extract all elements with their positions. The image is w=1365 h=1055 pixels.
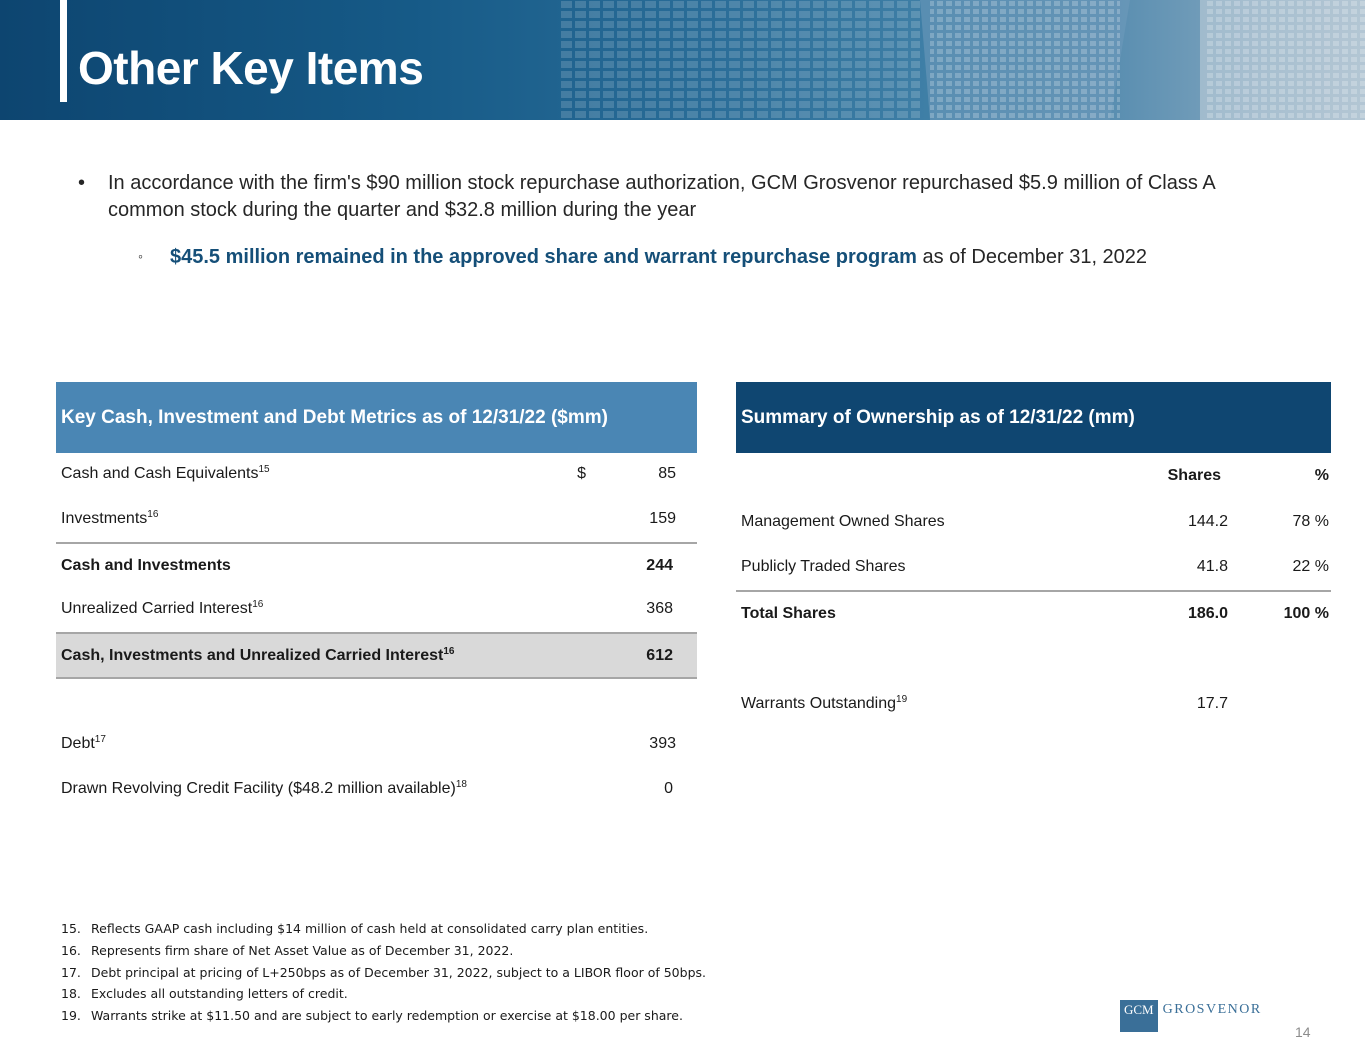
shares-column-header: Shares — [1167, 467, 1221, 484]
row-label: Debt — [61, 735, 95, 752]
row-footnote-ref: 16 — [252, 599, 264, 610]
row-value: 244 — [646, 557, 673, 574]
row-label: Investments — [61, 510, 148, 527]
footnote: 15. Reflects GAAP cash including $14 million of cash held at consolidated carry plan entities. — [61, 921, 649, 936]
bullet-dot: • — [78, 172, 86, 194]
row-footnote-ref: 16 — [147, 509, 159, 520]
sub-bullet-highlight: $45.5 million remained in the approved share and warrant repurchase program — [170, 246, 917, 268]
left-table-title: Key Cash, Investment and Debt Metrics as of 12/31/22 ($mm) — [61, 406, 608, 428]
table-row — [736, 682, 1331, 727]
row-label: Total Shares — [741, 605, 836, 622]
row-label: Warrants Outstanding — [741, 695, 897, 712]
row-percent: 100 % — [1283, 605, 1329, 622]
row-value: 85 — [658, 465, 676, 482]
row-label: Management Owned Shares — [741, 513, 945, 530]
row-value: 159 — [649, 510, 676, 527]
row-label: Cash, Investments and Unrealized Carried Interest — [61, 647, 444, 664]
table-row — [56, 767, 697, 812]
right-table-header — [736, 382, 1331, 453]
page-number: 14 — [1295, 1024, 1311, 1040]
sub-bullet-rest: as of December 31, 2022 — [916, 246, 1148, 268]
footnotes — [61, 921, 706, 1030]
logo-wordmark: GROSVENOR — [1162, 1002, 1262, 1017]
row-value: 393 — [649, 735, 676, 752]
row-shares: 144.2 — [1187, 513, 1228, 530]
row-label: Unrealized Carried Interest — [61, 600, 253, 617]
row-footnote-ref: 15 — [258, 464, 270, 475]
row-label: Publicly Traded Shares — [741, 558, 906, 575]
left-table-header — [56, 382, 697, 453]
sub-bullet-ring: ◦ — [138, 248, 143, 264]
row-percent: 22 % — [1292, 558, 1329, 575]
logo-mark: GCM — [1120, 1000, 1158, 1032]
table-row-subtotal — [56, 542, 697, 587]
row-value: 0 — [664, 780, 673, 797]
table-row-total — [736, 590, 1331, 635]
header-banner — [0, 0, 1365, 120]
column-header-row — [736, 454, 1331, 499]
company-logo — [1120, 1000, 1262, 1032]
footnote: 16. Represents firm share of Net Asset Value as of December 31, 2022. — [61, 942, 514, 958]
row-percent: 78 % — [1292, 513, 1329, 530]
main-bullet-text: In accordance with the firm's $90 million stock repurchase authorization, GCM Grosvenor repurchased $5.9 million of Class A common stock during the quarter and $32.8 million during the year — [108, 172, 1215, 221]
right-table-title: Summary of Ownership as of 12/31/22 (mm) — [741, 406, 1135, 428]
row-footnote-ref: 19 — [896, 694, 908, 705]
row-shares: 17.7 — [1196, 695, 1228, 712]
footnote: 17. Debt principal at pricing of L+250bps as of December 31, 2022, subject to a LIBOR floor of 50bps. — [61, 964, 706, 980]
table-row — [56, 587, 697, 632]
row-footnote-ref: 17 — [94, 734, 106, 745]
table-row — [736, 545, 1331, 590]
currency-symbol: $ — [577, 465, 586, 482]
table-row — [56, 722, 697, 767]
row-label: Cash and Investments — [61, 557, 231, 574]
row-shares: 186.0 — [1187, 605, 1228, 622]
table-row — [736, 500, 1331, 545]
table-row — [56, 497, 697, 542]
row-value: 612 — [646, 647, 673, 664]
row-label: Cash and Cash Equivalents — [61, 465, 259, 482]
table-row — [56, 452, 697, 497]
footnote: 19. Warrants strike at $11.50 and are subject to early redemption or exercise at $18.00 per share. — [61, 1008, 683, 1024]
table-row-total — [56, 632, 697, 679]
row-shares: 41.8 — [1196, 558, 1228, 575]
row-label: Drawn Revolving Credit Facility ($48.2 million available) — [61, 780, 456, 797]
percent-column-header: % — [1314, 467, 1329, 484]
row-footnote-ref: 18 — [455, 779, 467, 790]
row-value: 368 — [646, 600, 673, 617]
page-title: Other Key Items — [78, 42, 424, 94]
sub-bullet-text — [170, 244, 1147, 271]
title-accent-bar — [60, 0, 67, 102]
footnote: 18. Excludes all outstanding letters of credit. — [61, 986, 348, 1002]
row-footnote-ref: 16 — [443, 646, 455, 657]
